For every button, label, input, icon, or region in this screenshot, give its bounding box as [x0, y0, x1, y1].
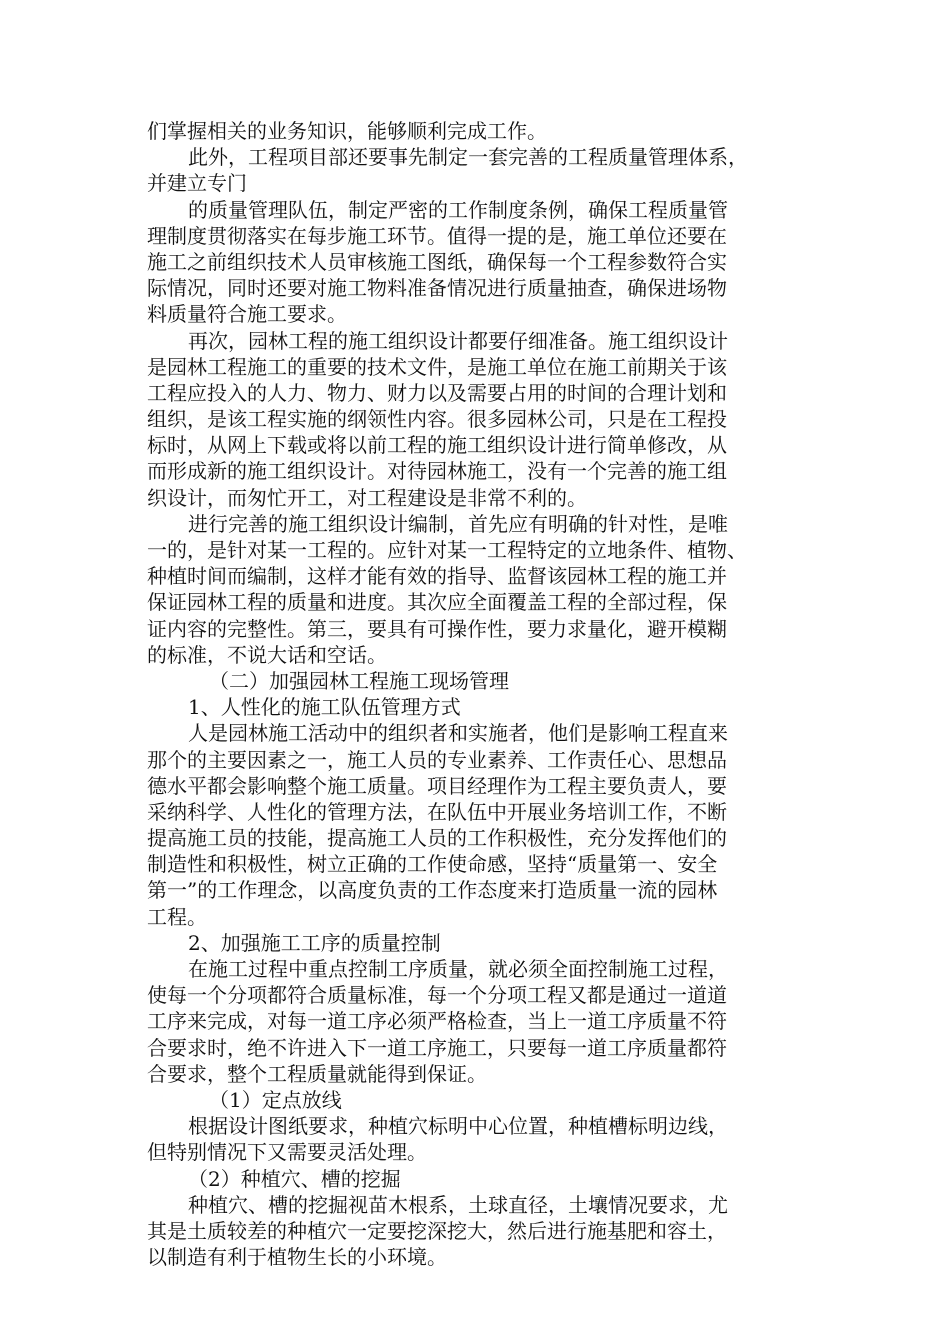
text-line: 理制度贯彻落实在每步施工环节。值得一提的是，施工单位还要在: [147, 223, 727, 248]
text-line: 组织，是该工程实施的纲领性内容。很多园林公司，只是在工程投: [147, 407, 727, 432]
text-line: 制造性和积极性，树立正确的工作使命感，坚持“质量第一、安全: [147, 852, 718, 877]
text-line: 其是土质较差的种植穴一定要挖深挖大，然后进行施基肥和容土，: [147, 1218, 727, 1243]
text-line: 1、人性化的施工队伍管理方式: [188, 695, 461, 720]
text-line: 合要求时，绝不许进入下一道工序施工，只要每一道工序质量都符: [147, 1035, 727, 1060]
text-line: 而形成新的施工组织设计。对待园林施工，没有一个完善的施工组: [147, 459, 727, 484]
text-line: 2、加强施工工序的质量控制: [188, 930, 441, 955]
text-line: 料质量符合施工要求。: [147, 302, 347, 327]
text-line: 并建立专门: [147, 171, 247, 196]
text-line: 施工之前组织技术人员审核施工图纸，确保每一个工程参数符合实: [147, 249, 727, 274]
text-line: 根据设计图纸要求，种植穴标明中心位置，种植槽标明边线，: [188, 1114, 728, 1139]
text-line: 一的，是针对某一工程的。应针对某一工程特定的立地条件、植物、: [147, 538, 747, 562]
text-line: 保证园林工程的质量和进度。其次应全面覆盖工程的全部过程，保: [147, 590, 727, 615]
text-line: 再次，园林工程的施工组织设计都要仔细准备。施工组织设计: [188, 328, 728, 353]
text-line: 工程应投入的人力、物力、财力以及需要占用的时间的合理计划和: [147, 380, 727, 405]
text-line: 提高施工员的技能，提高施工人员的工作积极性，充分发挥他们的: [147, 826, 727, 851]
text-line: （2）种植穴、槽的挖掘: [188, 1166, 401, 1191]
text-line: 但特别情况下又需要灵活处理。: [147, 1140, 427, 1165]
text-line: 工序来完成，对每一道工序必须严格检查，当上一道工序质量不符: [147, 1009, 727, 1034]
text-line: 标时，从网上下载或将以前工程的施工组织设计进行简单修改，从: [147, 433, 727, 458]
text-line: 采纳科学、人性化的管理方法，在队伍中开展业务培训工作，不断: [147, 799, 727, 824]
text-line: 第一”的工作理念，以高度负责的工作态度来打造质量一流的园林: [147, 878, 718, 903]
text-line: 种植时间而编制，这样才能有效的指导、监督该园林工程的施工并: [147, 564, 727, 589]
text-line: 种植穴、槽的挖掘视苗木根系，土球直径，土壤情况要求，尤: [188, 1192, 728, 1217]
text-line: 是园林工程施工的重要的技术文件，是施工单位在施工前期关于该: [147, 354, 727, 379]
text-line: （二）加强园林工程施工现场管理: [209, 668, 509, 693]
document-body: [147, 118, 807, 1270]
text-line: 进行完善的施工组织设计编制，首先应有明确的针对性，是唯: [188, 511, 728, 536]
text-line: （1）定点放线: [209, 1087, 342, 1112]
text-line: 证内容的完整性。第三，要具有可操作性，要力求量化，避开模糊: [147, 616, 727, 641]
text-line: 合要求，整个工程质量就能得到保证。: [147, 1061, 487, 1086]
text-line: 使每一个分项都符合质量标准，每一个分项工程又都是通过一道道: [147, 983, 727, 1008]
text-line: 在施工过程中重点控制工序质量，就必须全面控制施工过程，: [188, 957, 728, 981]
text-line: 那个的主要因素之一，施工人员的专业素养、工作责任心、思想品: [147, 747, 727, 772]
text-line: 际情况，同时还要对施工物料准备情况进行质量抽查，确保进场物: [147, 276, 727, 301]
text-line: 以制造有利于植物生长的小环境。: [147, 1245, 447, 1270]
text-line: 工程。: [147, 904, 207, 929]
text-line: 德水平都会影响整个施工质量。项目经理作为工程主要负责人，要: [147, 773, 727, 798]
text-line: 的质量管理队伍，制定严密的工作制度条例，确保工程质量管: [188, 197, 728, 222]
text-line: 的标准，不说大话和空话。: [147, 642, 387, 667]
text-line: 此外，工程项目部还要事先制定一套完善的工程质量管理体系，: [188, 145, 748, 170]
text-line: 织设计，而匆忙开工，对工程建设是非常不利的。: [147, 485, 587, 510]
text-line: 人是园林施工活动中的组织者和实施者，他们是影响工程直来: [188, 721, 728, 746]
text-line: 们掌握相关的业务知识，能够顺利完成工作。: [147, 119, 547, 143]
